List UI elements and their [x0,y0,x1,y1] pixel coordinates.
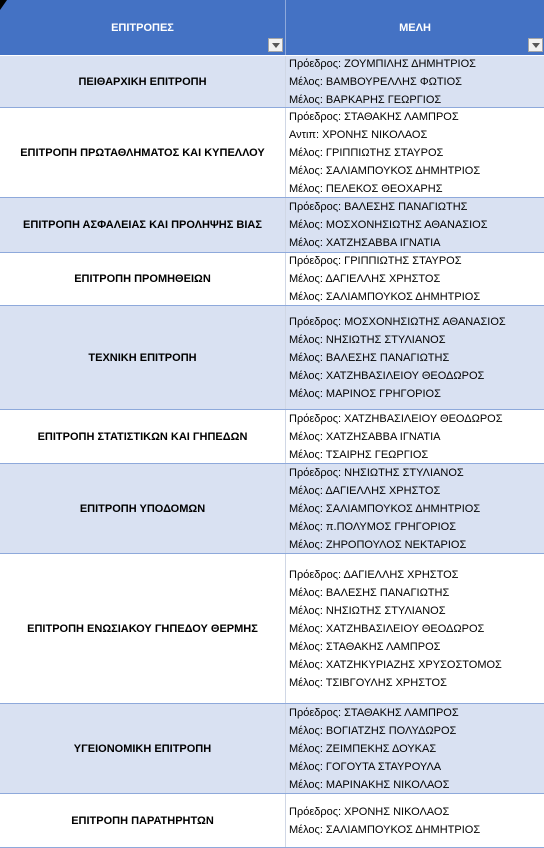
members-cell[interactable] [289,704,544,793]
table-row[interactable] [0,108,544,198]
member-entry: Μέλος: ΒΟΓΙΑΤΖΗΣ ΠΟΛΥΔΩΡΟΣ [289,724,457,737]
member-entry: Μέλος: ΧΑΤΖΗΒΑΣΙΛΕΙΟΥ ΘΕΟΔΩΡΟΣ [289,622,485,635]
member-entry: Μέλος: ΒΑΡΚΑΡΗΣ ΓΕΩΡΓΙΟΣ [289,93,442,106]
header-members-label: ΜΕΛΗ [399,22,431,34]
member-entry: Μέλος: ΒΑΜΒΟΥΡΕΛΛΗΣ ΦΩΤΙΟΣ [289,75,462,88]
member-entry: Μέλος: ΧΑΤΖΗΣΑΒΒΑ ΙΓΝΑΤΙΑ [289,237,441,249]
member-entry: Μέλος: ΝΗΣΙΩΤΗΣ ΣΤΥΛΙΑΝΟΣ [289,333,446,346]
header-committees-label: ΕΠΙΤΡΟΠΕΣ [111,22,174,34]
members-cell[interactable] [289,198,544,252]
member-entry: Μέλος: ΒΑΛΕΣΗΣ ΠΑΝΑΓΙΩΤΗΣ [289,586,450,599]
committee-name[interactable]: ΕΠΙΤΡΟΠΗ ΣΤΑΤΙΣΤΙΚΩΝ ΚΑΙ ΓΗΠΕΔΩΝ [0,410,286,463]
member-entry: Μέλος: ΓΡΙΠΠΙΩΤΗΣ ΣΤΑΥΡΟΣ [289,146,444,159]
member-entry: Μέλος: ΣΑΛΙΑΜΠΟΥΚΟΣ ΔΗΜΗΤΡΙΟΣ [289,823,481,836]
committee-name[interactable]: ΕΠΙΤΡΟΠΗ ΠΡΟΜΗΘΕΙΩΝ [0,253,286,305]
member-entry: Πρόεδρος: ΣΤΑΘΑΚΗΣ ΛΑΜΠΡΟΣ [289,110,459,123]
member-entry: Μέλος: ΣΑΛΙΑΜΠΟΥΚΟΣ ΔΗΜΗΤΡΙΟΣ [289,291,481,303]
committee-name[interactable]: ΕΠΙΤΡΟΠΗ ΠΑΡΑΤΗΡΗΤΩΝ [0,794,286,847]
member-entry: Μέλος: ΣΑΛΙΑΜΠΟΥΚΟΣ ΔΗΜΗΤΡΙΟΣ [289,502,481,515]
member-entry: Πρόεδρος: ΖΟΥΜΠΙΛΗΣ ΔΗΜΗΤΡΙΟΣ [289,57,476,70]
member-entry: Πρόεδρος: ΣΤΑΘΑΚΗΣ ΛΑΜΠΡΟΣ [289,706,459,719]
committee-name[interactable]: ΕΠΙΤΡΟΠΗ ΕΝΩΣΙΑΚΟΥ ΓΗΠΕΔΟΥ ΘΕΡΜΗΣ [0,554,286,703]
header-members-cell[interactable] [286,0,544,55]
table-row[interactable] [0,794,544,848]
member-entry: Μέλος: ΣΑΛΙΑΜΠΟΥΚΟΣ ΔΗΜΗΤΡΙΟΣ [289,164,481,177]
member-entry: Αντιπ: ΧΡΟΝΗΣ ΝΙΚΟΛΑΟΣ [289,128,428,141]
members-cell[interactable] [289,794,544,847]
member-entry: Μέλος: ΧΑΤΖΗΣΑΒΒΑ ΙΓΝΑΤΙΑ [289,430,441,443]
member-entry: Μέλος: ΜΑΡΙΝΑΚΗΣ ΝΙΚΟΛΑΟΣ [289,778,450,791]
committee-name[interactable]: ΕΠΙΤΡΟΠΗ ΑΣΦΑΛΕΙΑΣ ΚΑΙ ΠΡΟΛΗΨΗΣ ΒΙΑΣ [0,198,286,252]
committee-name[interactable]: ΥΓΕΙΟΝΟΜΙΚΗ ΕΠΙΤΡΟΠΗ [0,704,286,793]
member-entry: Μέλος: ΝΗΣΙΩΤΗΣ ΣΤΥΛΙΑΝΟΣ [289,604,446,617]
member-entry: Πρόεδρος: ΓΡΙΠΠΙΩΤΗΣ ΣΤΑΥΡΟΣ [289,255,462,267]
committee-name[interactable]: ΕΠΙΤΡΟΠΗ ΠΡΩΤΑΘΛΗΜΑΤΟΣ ΚΑΙ ΚΥΠΕΛΛΟΥ [0,108,286,197]
member-entry: Μέλος: ΓΟΓΟΥΤΑ ΣΤΑΥΡΟΥΛΑ [289,760,442,773]
member-entry: Μέλος: ΖΕΙΜΠΕΚΗΣ ΔΟΥΚΑΣ [289,742,437,755]
members-cell[interactable] [289,56,544,107]
member-entry: Πρόεδρος: ΜΟΣΧΟΝΗΣΙΩΤΗΣ ΑΘΑΝΑΣΙΟΣ [289,315,506,328]
member-entry: Πρόεδρος: ΧΑΤΖΗΒΑΣΙΛΕΙΟΥ ΘΕΟΔΩΡΟΣ [289,412,503,425]
member-entry: Μέλος: ΖΗΡΟΠΟΥΛΟΣ ΝΕΚΤΑΡΙΟΣ [289,538,467,551]
member-entry: Πρόεδρος: ΧΡΟΝΗΣ ΝΙΚΟΛΑΟΣ [289,805,450,818]
members-cell[interactable] [289,464,544,553]
member-entry: Μέλος: ΔΑΓΙΕΛΛΗΣ ΧΡΗΣΤΟΣ [289,273,441,285]
table-row[interactable] [0,410,544,464]
member-entry: Μέλος: ΒΑΛΕΣΗΣ ΠΑΝΑΓΙΩΤΗΣ [289,351,450,364]
member-entry: Μέλος: ΔΑΓΙΕΛΛΗΣ ΧΡΗΣΤΟΣ [289,484,441,497]
table-row[interactable] [0,704,544,794]
table-row[interactable] [0,554,544,704]
member-entry: Πρόεδρος: ΝΗΣΙΩΤΗΣ ΣΤΥΛΙΑΝΟΣ [289,466,464,479]
member-entry: Μέλος: ΧΑΤΖΗΚΥΡΙΑΖΗΣ ΧΡΥΣΟΣΤΟΜΟΣ [289,658,502,671]
committee-name[interactable]: ΠΕΙΘΑΡΧΙΚΗ ΕΠΙΤΡΟΠΗ [0,56,286,107]
member-entry: Πρόεδρος: ΔΑΓΙΕΛΛΗΣ ΧΡΗΣΤΟΣ [289,568,459,581]
committee-name[interactable]: ΕΠΙΤΡΟΠΗ ΥΠΟΔΟΜΩΝ [0,464,286,553]
members-cell[interactable] [289,253,544,305]
filter-dropdown-icon[interactable] [528,38,543,52]
committee-name[interactable]: ΤΕΧΝΙΚΗ ΕΠΙΤΡΟΠΗ [0,306,286,409]
table-row[interactable] [0,464,544,554]
table-row[interactable] [0,306,544,410]
member-entry: Μέλος: ΧΑΤΖΗΒΑΣΙΛΕΙΟΥ ΘΕΟΔΩΡΟΣ [289,369,485,382]
table-header [0,0,544,55]
table-row[interactable] [0,253,544,306]
filter-dropdown-icon[interactable] [268,38,283,52]
members-cell[interactable] [289,410,544,463]
members-cell[interactable] [289,554,544,703]
member-entry: Μέλος: ΠΕΛΕΚΟΣ ΘΕΟΧΑΡΗΣ [289,182,443,195]
header-committees-cell[interactable] [0,0,286,55]
member-entry: Μέλος: ΤΣΑΙΡΗΣ ΓΕΩΡΓΙΟΣ [289,448,429,461]
member-entry: Μέλος: ΜΟΣΧΟΝΗΣΙΩΤΗΣ ΑΘΑΝΑΣΙΟΣ [289,219,488,231]
member-entry: Μέλος: π.ΠΟΛΥΜΟΣ ΓΡΗΓΟΡΙΟΣ [289,520,457,533]
member-entry: Μέλος: ΜΑΡΙΝΟΣ ΓΡΗΓΟΡΙΟΣ [289,387,441,400]
table-row[interactable] [0,198,544,253]
members-cell[interactable] [289,108,544,197]
member-entry: Πρόεδρος: ΒΑΛΕΣΗΣ ΠΑΝΑΓΙΩΤΗΣ [289,201,468,213]
table-row[interactable] [0,56,544,108]
members-cell[interactable] [289,306,544,409]
member-entry: Μέλος: ΣΤΑΘΑΚΗΣ ΛΑΜΠΡΟΣ [289,640,441,653]
member-entry: Μέλος: ΤΣΙΒΓΟΥΛΗΣ ΧΡΗΣΤΟΣ [289,676,447,689]
mouse-cursor-icon [0,0,7,10]
